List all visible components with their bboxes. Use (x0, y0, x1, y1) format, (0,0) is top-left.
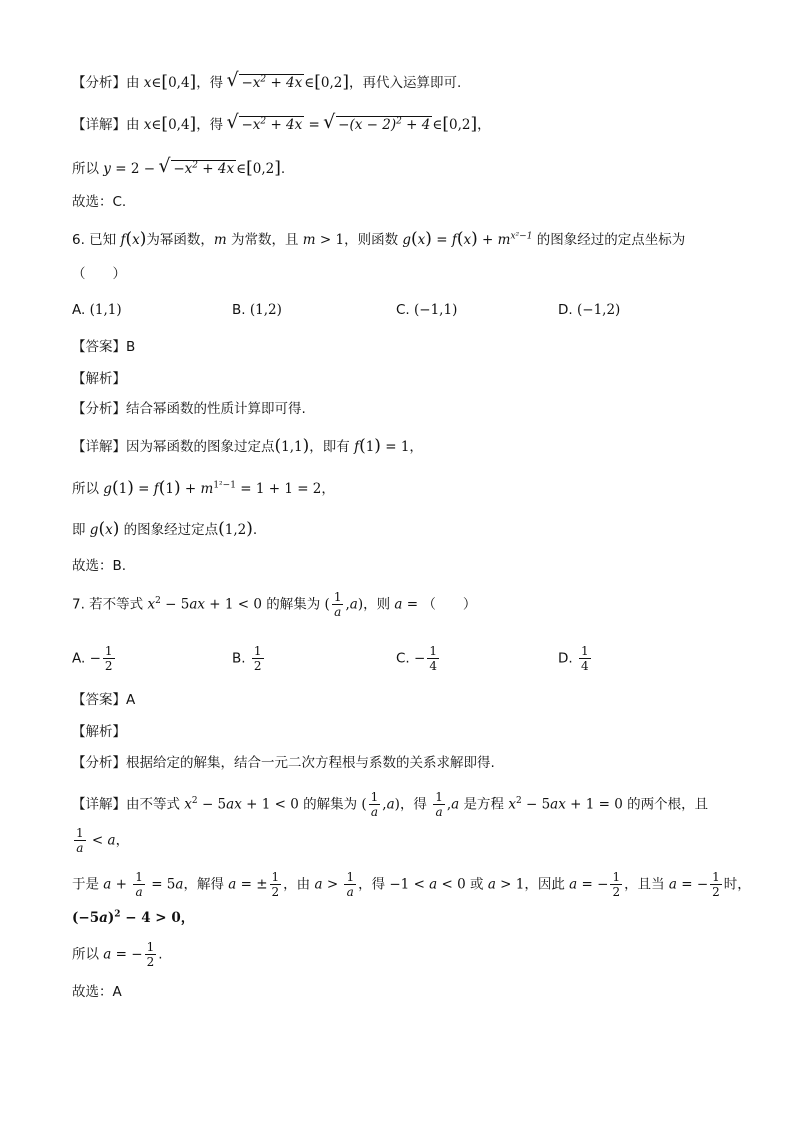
q7-analysis-line: 【分析】根据给定的解集，结合一元二次方程根与系数的关系求解即得. (72, 755, 495, 771)
q5-so-line: 所以 y = 2 − √ $-x^2 + 4x$ ∈[0,2]. (72, 158, 285, 179)
q7-jiexi: 【解析】 (72, 724, 126, 740)
q7-yushi-line: 于是 a + $\frac{1}{a}$ = 5a，解得 a = ± $\frac{1}{2}$ ，由 a > $\frac{1}{a}$ ，得 −1 < a < 0 或 a > 1，因此 a = − $\frac{1}{2}$ ，且当 a = − $\frac{1}{2}$ 时， (72, 870, 751, 899)
q5-analysis-tag: 【分析】 (72, 75, 126, 91)
q6-option-b: B. (1,2) (232, 302, 282, 318)
q5-choose: 故选：C. (72, 194, 127, 210)
q6-so-line: 所以 $g(1) = f(1) + m^{1^2-1} = 1 + 1 = 2$， (72, 478, 335, 498)
q6-detail-tag: 【详解】 (72, 439, 126, 455)
q7-stem: 7. 若不等式 $x^2 - 5ax + 1 < 0$ 的解集为 ( $\frac{1}{a}$ ,a)，则 a = （ ） (72, 590, 477, 619)
q5-analysis-line: 【分析】由 x∈[0,4]，得 √ $-x^2 + 4x$ ∈[0,2]，再代入运算即可. (72, 72, 461, 93)
q6-analysis-tag: 【分析】 (72, 401, 126, 417)
q5-detail-tag: 【详解】 (72, 117, 126, 133)
q7-analysis-tag: 【分析】 (72, 755, 126, 771)
q6-answer: 【答案】B (72, 339, 136, 355)
q6-option-d: D. (−1,2) (558, 302, 621, 318)
q7-option-d: D. $\frac{1}{4}$ (558, 644, 589, 673)
q6-paren: （ ） (72, 266, 126, 282)
q6-option-a: A. (1,1) (72, 302, 122, 318)
q6-analysis-line: 【分析】结合幂函数的性质计算即可得. (72, 401, 306, 417)
q7-detail-line: 【详解】由不等式 $x^2 - 5ax + 1 < 0$ 的解集为 ( $\frac{1}{a}$ ,a)，得 $\frac{1}{a}$ ,a 是方程 $x^2 - 5ax + 1 = 0$ 的两个根，且 (72, 790, 709, 819)
q6-option-c: C. (−1,1) (396, 302, 458, 318)
q7-option-b: B. $\frac{1}{2}$ (232, 644, 262, 673)
q7-option-a: A. − $\frac{1}{2}$ (72, 644, 113, 673)
q7-detail-tag: 【详解】 (72, 796, 126, 813)
q5-detail-line: 【详解】由 x∈[0,4]，得 √ $-x^2 + 4x$ = √ $-(x - 2)^2 + 4$ ∈[0,2]， (72, 114, 491, 135)
q7-disc-line: $(-5a)^2 - 4 > 0$， (72, 909, 195, 926)
q7-answer: 【答案】A (72, 692, 136, 708)
q6-choose: 故选：B. (72, 558, 127, 574)
q7-so-line: 所以 a = − $\frac{1}{2}$ . (72, 940, 163, 969)
q7-option-c: C. − $\frac{1}{4}$ (396, 644, 437, 673)
q7-cond-line: $\frac{1}{a}$ < a， (76, 826, 130, 855)
q6-ji-line: 即 g(x) 的图象经过定点(1,2). (72, 519, 258, 539)
q6-detail-line: 【详解】因为幂函数的图象过定点(1,1)，即有 f(1) = 1， (72, 436, 423, 456)
q6-jiexi: 【解析】 (72, 371, 126, 387)
q7-choose: 故选：A (72, 984, 122, 1000)
q6-stem: 6. 已知 f(x)为幂函数，m 为常数，且 m > 1，则函数 $g(x) = f(x) + m^{x^2-1}$ 的图象经过的定点坐标为 (72, 229, 686, 249)
